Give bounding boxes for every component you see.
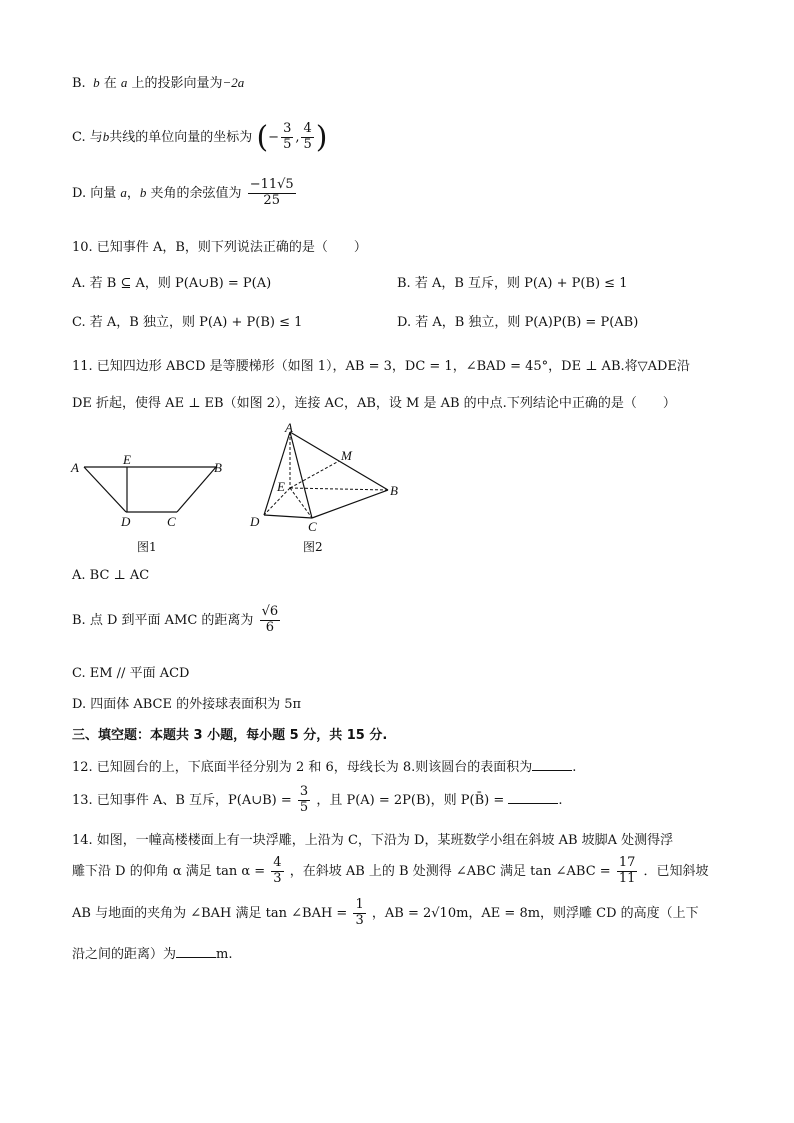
svg-text:B: B (214, 460, 222, 475)
q11-option-c: C. EM // 平面 ACD (72, 666, 190, 681)
svg-text:E: E (277, 479, 285, 494)
q9-option-c: C. 与b共线的单位向量的坐标为 (− $\frac{3}{5}$ , $\frac{4}{5}$ ) (72, 120, 328, 155)
distance-fraction: $\frac{√6}{6}$ (261, 604, 279, 635)
q9-option-d: D. 向量 a，b 夹角的余弦值为 $\frac{-11√5}{25}$ (72, 177, 294, 208)
q10-option-a: A. 若 B ⊆ A，则 P(A∪B) = P(A) (72, 276, 272, 291)
answer-blank-q12[interactable] (532, 770, 572, 771)
q11-stem-2: DE 折起，使得 AE ⊥ EB（如图 2），连接 AC，AB，设 M 是 AB 的中点.下列结论中正确的是（ ） (72, 396, 676, 411)
svg-text:A: A (71, 460, 79, 475)
svg-text:D: D (250, 514, 260, 529)
minus-2a: −2a (222, 75, 245, 90)
q9-option-b: B. b 在 a 上的投影向量为−2a (72, 75, 245, 91)
q10-option-b: B. 若 A，B 互斥，则 P(A) + P(B) ≤ 1 (397, 276, 628, 291)
vector-b: b (89, 75, 100, 90)
q11-option-d: D. 四面体 ABCE 的外接球表面积为 5π (72, 697, 302, 712)
svg-text:C: C (167, 514, 176, 529)
figure-2-caption: 图2 (303, 540, 323, 554)
q13: 13. 已知事件 A、B 互斥，P(A∪B) = $\frac{3}{5}$ ，且 P(A) = 2P(B)，则 P(B̄) = . (72, 784, 563, 815)
q14-line-3: AB 与地面的夹角为 ∠BAH 满足 tan ∠BAH = $\frac{1}{3}$ ，AB = 2√10m，AE = 8m，则浮雕 CD 的高度（上下 (72, 897, 699, 928)
q11-option-a: A. BC ⊥ AC (72, 568, 150, 583)
svg-text:C: C (308, 519, 317, 534)
q10-option-d: D. 若 A，B 独立，则 P(A)P(B) = P(AB) (397, 315, 639, 330)
q12: 12. 已知圆台的上，下底面半径分别为 2 和 6，母线长为 8.则该圆台的表面积为 . (72, 760, 577, 775)
q14-line-4: 沿之间的距离）为 m. (72, 947, 233, 962)
q14-line-2: 雕下沿 D 的仰角 α 满足 tan α = $\frac{4}{3}$ ，在斜坡 AB 上的 B 处测得 ∠ABC 满足 tan ∠ABC = $\frac{17}{11}$ ．已知斜坡 (72, 855, 709, 886)
q11-stem-1: 11. 已知四边形 ABCD 是等腰梯形（如图 1），AB = 3，DC = 1，∠BAD = 45°，DE ⊥ AB.将▽ADE沿 (72, 359, 690, 374)
svg-text:A: A (285, 420, 293, 435)
q11-option-b: B. 点 D 到平面 AMC 的距离为 $\frac{√6}{6}$ (72, 604, 279, 635)
figure-2-tetrahedron (244, 420, 414, 545)
svg-text:E: E (123, 452, 131, 467)
answer-blank-q14[interactable] (176, 957, 216, 958)
svg-text:D: D (121, 514, 131, 529)
figure-1-caption: 图1 (137, 540, 157, 554)
q14-line-1: 14. 如图，一幢高楼楼面上有一块浮雕，上沿为 C，下沿为 D，某班数学小组在斜坡 AB 坡脚A 处测得浮 (72, 833, 674, 848)
section-3-heading: 三、填空题：本题共 3 小题，每小题 5 分，共 15 分. (72, 728, 388, 743)
vector-a: a (120, 75, 128, 90)
cosine-fraction: $\frac{-11√5}{25}$ (249, 177, 294, 208)
svg-text:M: M (341, 448, 352, 463)
q10-option-c: C. 若 A，B 独立，则 P(A) + P(B) ≤ 1 (72, 315, 303, 330)
svg-text:B: B (390, 483, 398, 498)
q10-stem: 10. 已知事件 A，B，则下列说法正确的是（ ） (72, 240, 367, 255)
answer-blank-q13[interactable] (508, 803, 558, 804)
figure-1-trapezoid (66, 450, 236, 550)
